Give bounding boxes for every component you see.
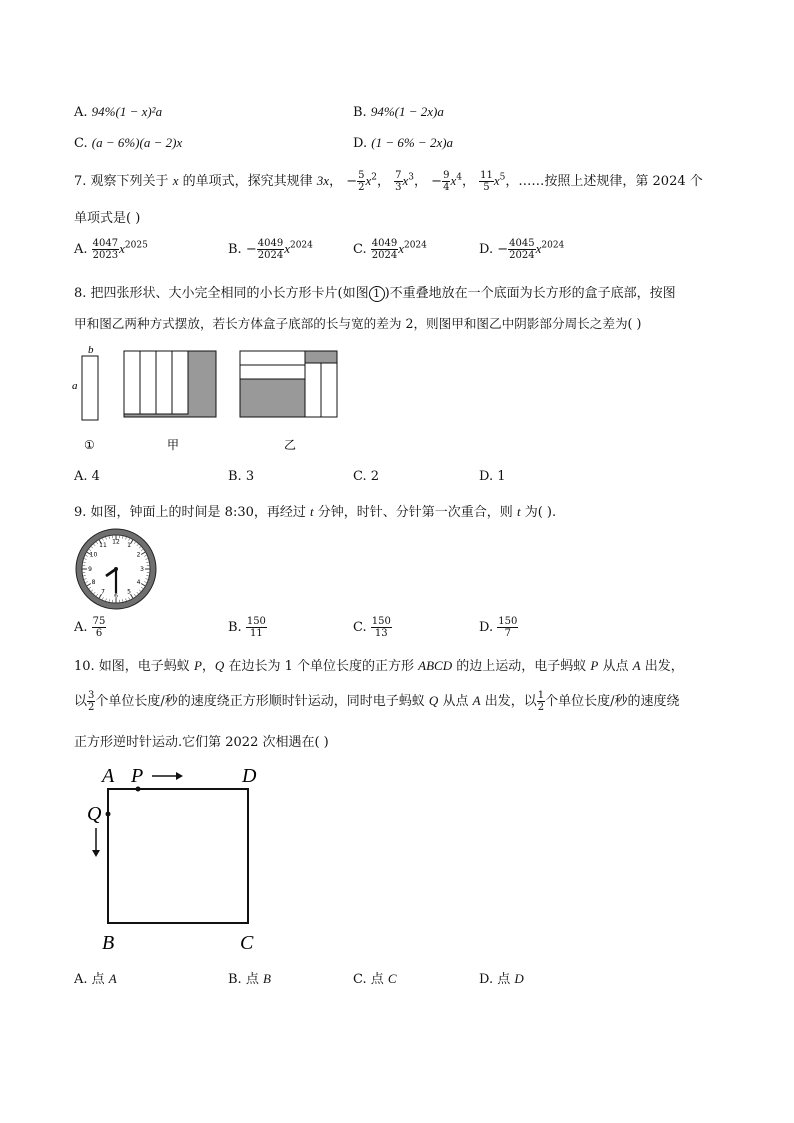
q10-stem-line1: 10. 如图，电子蚂蚁 P，Q 在边长为 1 个单位长度的正方形 ABCD 的边上运动，电子蚂蚁 P 从点 A 出发， xyxy=(74,658,684,674)
q6-option-c: C. (a − 6%)(a − 2)x xyxy=(74,135,183,151)
q7-stem-line2: 单项式是( ) xyxy=(74,211,141,226)
q8-stem-line2: 甲和图乙两种方式摆放，若长方体盒子底部的长与宽的差为 2，则图甲和图乙中阴影部分周长之差为( ) xyxy=(74,316,642,331)
arrow-q-down-icon xyxy=(92,828,100,857)
fig1-label-b: b xyxy=(88,344,94,356)
q8-option-c: C. 2 xyxy=(353,469,380,484)
clock-num-9: 9 xyxy=(88,566,92,573)
fig1-card xyxy=(82,356,98,420)
clock-num-8: 8 xyxy=(91,579,96,586)
clock-num-7: 7 xyxy=(101,588,105,596)
q8-option-b: B. 3 xyxy=(228,469,255,484)
fig-jia-card-4 xyxy=(172,351,188,414)
clock-num-6: 6 xyxy=(114,592,118,600)
clock-figure xyxy=(74,527,158,611)
label-d: D xyxy=(242,765,257,787)
square-abcd xyxy=(108,789,248,923)
fig1-label-a: a xyxy=(72,380,78,392)
q6-option-a: A. 94%(1 − x)²a xyxy=(74,104,163,120)
q7-option-b: B. − $\frac{4049}{2024}$ $x^{2024}$ xyxy=(228,238,313,261)
q7-option-a: A. $\frac{4047}{2023}$ $x^{2025}$ xyxy=(74,238,148,261)
q10-option-a: A. 点 A xyxy=(74,971,117,987)
q10-stem-line3: 正方形逆时针运动.它们第 2022 次相遇在( ) xyxy=(74,735,329,750)
q9-stem: 9. 如图，钟面上的时间是 8:30，再经过 t 分钟，时针、分针第一次重合，则 t 为( ). xyxy=(74,504,557,520)
q10-stem-line2: 以 $\frac{3}{2}$ 个单位长度/秒的速度绕正方形顺时针运动，同时电子蚂蚁 Q 从点 A 出发，以 $\frac{1}{2}$ 个单位长度/秒的速度绕 xyxy=(74,690,680,713)
q9-option-b: B. $\frac{150}{11}$ xyxy=(228,616,266,639)
q9-option-d: D. $\frac{150}{7}$ xyxy=(479,616,518,639)
fig-yi-card-4 xyxy=(321,363,337,417)
fig1-caption: ① xyxy=(84,438,95,452)
q7-option-c: C. $\frac{4049}{2024}$ $x^{2024}$ xyxy=(353,238,427,261)
fig-jia-card-3 xyxy=(156,351,172,414)
label-p: P xyxy=(131,765,144,787)
q7-option-d: D. − $\frac{4045}{2024}$ $x^{2024}$ xyxy=(479,238,565,261)
label-b: B xyxy=(102,932,115,954)
clock-num-4: 4 xyxy=(136,579,141,586)
clock-num-11: 11 xyxy=(99,542,107,549)
fig-yi-card-3 xyxy=(305,363,321,417)
fig-yi-caption: 乙 xyxy=(284,438,297,452)
fig-yi-card-2 xyxy=(240,365,305,379)
clock-num-1: 1 xyxy=(127,542,131,549)
fig-yi-card-1 xyxy=(240,351,305,365)
q7-stem: 7. 观察下列关于 x 的单项式，探究其规律 3x， − $\frac{5}{2}$ $x^2$， $\frac{7}{3}$ $x^3$， − $\frac{9}{4}$ $x^4$， $\frac{11}{5}$ $x^5$，……按照上述规律，第 2024 个 xyxy=(74,170,703,193)
clock-num-12: 12 xyxy=(112,538,120,546)
q8-figures xyxy=(70,342,350,457)
q10-option-b: B. 点 B xyxy=(228,971,271,987)
point-p xyxy=(136,787,141,792)
fig-jia-card-1 xyxy=(124,351,140,414)
q10-option-c: C. 点 C xyxy=(353,971,397,987)
label-c: C xyxy=(240,932,254,954)
clock-center xyxy=(114,567,118,571)
clock-num-5: 5 xyxy=(127,588,131,596)
clock-num-3: 3 xyxy=(140,566,144,573)
fig-jia-card-2 xyxy=(140,351,156,414)
q8-option-d: D. 1 xyxy=(479,469,506,484)
q6-option-b: B. 94%(1 − 2x)a xyxy=(353,104,444,120)
q6-option-d: D. (1 − 6% − 2x)a xyxy=(353,135,454,151)
clock-num-10: 10 xyxy=(89,551,98,559)
q8-stem: 8. 把四张形状、大小完全相同的小长方形卡片(如图 1 )不重叠地放在一个底面为长方形的盒子底部，按图 xyxy=(74,286,676,301)
q8-option-a: A. 4 xyxy=(74,469,100,484)
q9-option-c: C. $\frac{150}{13}$ xyxy=(353,616,391,639)
label-q: Q xyxy=(87,803,102,825)
point-q xyxy=(106,812,111,817)
label-a: A xyxy=(102,765,115,787)
clock-num-2: 2 xyxy=(136,551,141,559)
arrow-p-right-icon xyxy=(152,772,183,780)
q10-square-figure xyxy=(80,762,270,957)
fig-jia-caption: 甲 xyxy=(167,438,180,452)
q9-option-a: A. $\frac{75}{6}$ xyxy=(74,616,106,639)
q10-option-d: D. 点 D xyxy=(479,971,524,987)
